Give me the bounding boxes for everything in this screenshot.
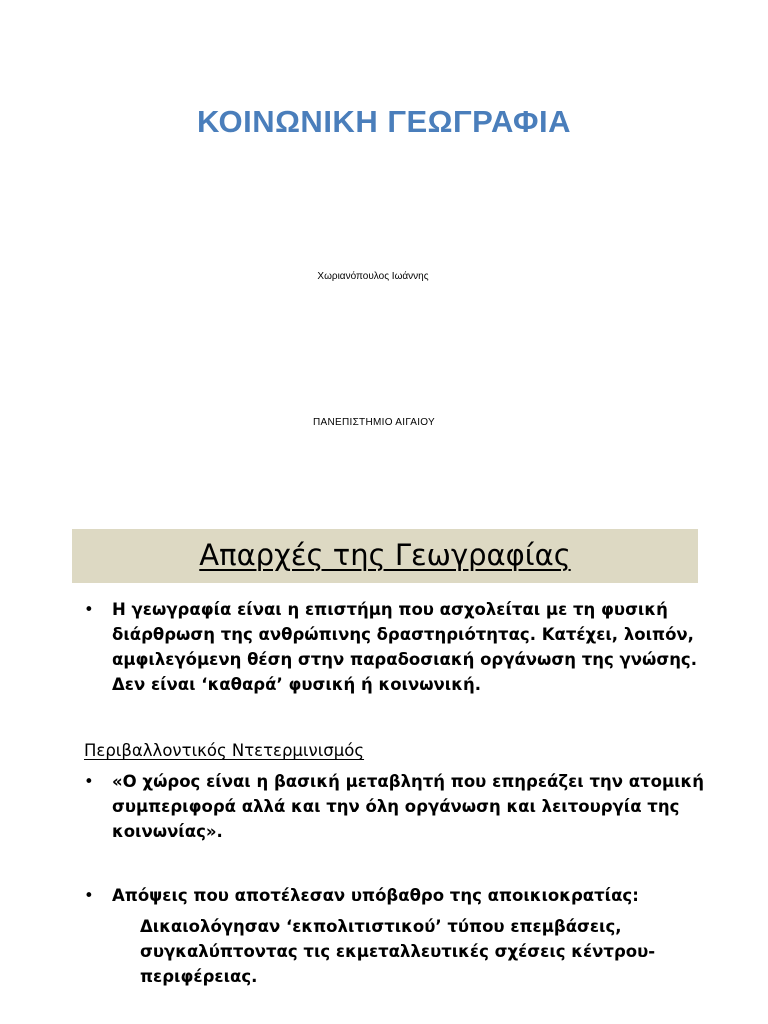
bullet-icon: • [84, 886, 94, 905]
document-title: ΚΟΙΝΩΝΙΚΗ ΓΕΩΓΡΑΦΙΑ [197, 104, 571, 139]
bullet-item [84, 883, 724, 908]
bullet-text: «Ο χώρος είναι η βασική μεταβλητή που επηρεάζει την ατομική συμπεριφορά αλλά και την όλη οργάνωση και λειτουργία της κοινωνίας». [112, 772, 704, 841]
slide-heading: Απαρχές της Γεωγραφίας [199, 538, 571, 572]
bullet-item [84, 597, 724, 697]
bullet-icon: • [84, 772, 94, 791]
bullet-item [84, 769, 724, 844]
indented-paragraph: Δικαιολόγησαν ‘εκπολιτιστικού’ τύπου επεμβάσεις, συγκαλύπτοντας τις εκμεταλλευτικές σχέσεις κέντρου-περιφέρειας. [140, 917, 656, 986]
bullet-text: Η γεωγραφία είναι η επιστήμη που ασχολείται με τη φυσική διάρθρωση της ανθρώπινης δραστηριότητας. Κατέχει, λοιπόν, αμφιλεγόμενη θέση στην παραδοσιακή οργάνωση της γνώσης. Δεν είναι ‘καθαρά’ φυσική ή κοινωνική. [112, 600, 697, 694]
section-subheading: Περιβαλλοντικός Ντετερμινισμός [84, 741, 365, 760]
bullet-icon: • [84, 600, 94, 619]
author-name: Χωριανόπουλος Ιωάννης [317, 271, 429, 282]
bullet-text: Απόψεις που αποτέλεσαν υπόβαθρο της αποικιοκρατίας: [112, 886, 639, 905]
university-name: ΠΑΝΕΠΙΣΤΗΜΙΟ ΑΙΓΑΙΟΥ [312, 417, 436, 428]
